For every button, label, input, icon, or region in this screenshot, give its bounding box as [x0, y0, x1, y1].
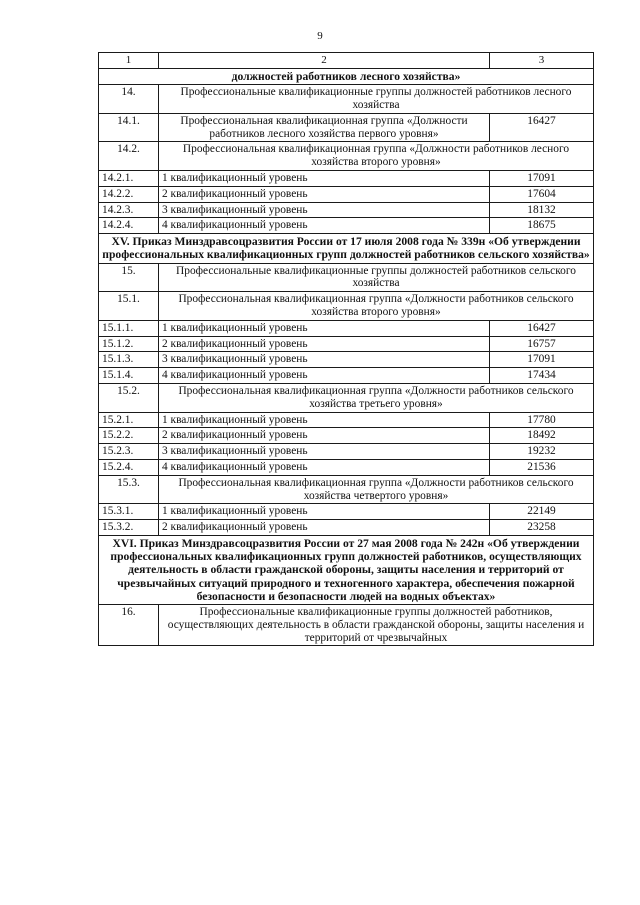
- group-row: [99, 142, 594, 171]
- section-heading-row: [99, 535, 594, 604]
- column-header-3: 3: [490, 53, 594, 69]
- row-description: Профессиональная квалификационная группа «Должности работников лесного хозяйства первого уровня»: [159, 113, 490, 142]
- row-description: 3 квалификационный уровень: [159, 352, 490, 368]
- row-number: 15.2.1.: [99, 412, 159, 428]
- table-row: [99, 320, 594, 336]
- section-heading: XVI. Приказ Минздравсоцразвития России от 27 мая 2008 года № 242н «Об утверждении профессиональных квалификационных групп должностей работников, осуществляющих деятельность в области гражданской обороны, защиты населения и территорий от чрезвычайных ситуаций природного и техногенного характера, обеспечения пожарной безопасности и безопасности людей на водных объектах»: [99, 535, 594, 604]
- row-value: 17780: [490, 412, 594, 428]
- row-value: 17091: [490, 352, 594, 368]
- row-number: 14.1.: [99, 113, 159, 142]
- row-number: 14.2.1.: [99, 170, 159, 186]
- table-row: [99, 202, 594, 218]
- row-number: 15.2.3.: [99, 444, 159, 460]
- row-number: 15.1.4.: [99, 368, 159, 384]
- section-heading-row: [99, 69, 594, 85]
- row-description: Профессиональная квалификационная группа «Должности работников сельского хозяйства второго уровня»: [159, 292, 594, 321]
- row-number: 15.: [99, 263, 159, 292]
- page-number: 9: [317, 30, 323, 42]
- row-description: 4 квалификационный уровень: [159, 368, 490, 384]
- table-row: [99, 368, 594, 384]
- table-row: [99, 186, 594, 202]
- row-description: 4 квалификационный уровень: [159, 218, 490, 234]
- row-description: 1 квалификационный уровень: [159, 320, 490, 336]
- row-number: 15.1.2.: [99, 336, 159, 352]
- table-header-row: [99, 53, 594, 69]
- row-number: 15.2.2.: [99, 428, 159, 444]
- table-row: [99, 504, 594, 520]
- row-number: 15.1.3.: [99, 352, 159, 368]
- row-description: 2 квалификационный уровень: [159, 428, 490, 444]
- row-number: 14.2.3.: [99, 202, 159, 218]
- row-number: 15.2.4.: [99, 459, 159, 475]
- row-description: 2 квалификационный уровень: [159, 336, 490, 352]
- row-number: 14.2.4.: [99, 218, 159, 234]
- row-number: 15.3.1.: [99, 504, 159, 520]
- row-description: Профессиональная квалификационная группа «Должности работников сельского хозяйства третьего уровня»: [159, 383, 594, 412]
- row-value: 17434: [490, 368, 594, 384]
- section-heading: должностей работников лесного хозяйства»: [99, 69, 594, 85]
- row-number: 15.3.: [99, 475, 159, 504]
- row-value: 21536: [490, 459, 594, 475]
- column-header-2: 2: [159, 53, 490, 69]
- salary-table: [98, 52, 594, 646]
- row-description: 3 квалификационный уровень: [159, 444, 490, 460]
- row-number: 14.2.: [99, 142, 159, 171]
- row-description: 2 квалификационный уровень: [159, 520, 490, 536]
- group-row: [99, 604, 594, 645]
- row-number: 15.1.1.: [99, 320, 159, 336]
- table-row: [99, 336, 594, 352]
- group-row: [99, 85, 594, 114]
- row-description: Профессиональная квалификационная группа «Должности работников лесного хозяйства второго уровня»: [159, 142, 594, 171]
- group-row: [99, 383, 594, 412]
- row-number: 14.2.2.: [99, 186, 159, 202]
- table-row: [99, 218, 594, 234]
- table-body: [99, 53, 594, 646]
- row-description: 3 квалификационный уровень: [159, 202, 490, 218]
- row-number: 15.2.: [99, 383, 159, 412]
- row-number: 15.1.: [99, 292, 159, 321]
- table-row: [99, 444, 594, 460]
- row-value: 17091: [490, 170, 594, 186]
- group-row: [99, 263, 594, 292]
- row-description: 2 квалификационный уровень: [159, 186, 490, 202]
- row-number: 15.3.2.: [99, 520, 159, 536]
- row-description: 1 квалификационный уровень: [159, 170, 490, 186]
- row-description: 1 квалификационный уровень: [159, 504, 490, 520]
- table-row: [99, 459, 594, 475]
- row-description: Профессиональные квалификационные группы должностей работников сельского хозяйства: [159, 263, 594, 292]
- row-number: 16.: [99, 604, 159, 645]
- row-value: 18132: [490, 202, 594, 218]
- row-description: Профессиональная квалификационная группа «Должности работников сельского хозяйства четвертого уровня»: [159, 475, 594, 504]
- row-description: 1 квалификационный уровень: [159, 412, 490, 428]
- table-row: [99, 520, 594, 536]
- row-description: 4 квалификационный уровень: [159, 459, 490, 475]
- table-row: [99, 170, 594, 186]
- row-value: 17604: [490, 186, 594, 202]
- column-header-1: 1: [99, 53, 159, 69]
- section-heading: XV. Приказ Минздравсоцразвития России от 17 июля 2008 года № 339н «Об утверждении профессиональных квалификационных групп должностей работников сельского хозяйства»: [99, 234, 594, 263]
- row-value: 16427: [490, 320, 594, 336]
- table-row: [99, 412, 594, 428]
- group-row: [99, 292, 594, 321]
- row-value: 18675: [490, 218, 594, 234]
- row-value: 22149: [490, 504, 594, 520]
- row-description: Профессиональные квалификационные группы должностей работников, осуществляющих деятельность в области гражданской обороны, защиты населения и территорий от чрезвычайных: [159, 604, 594, 645]
- table-row: [99, 352, 594, 368]
- row-value: 18492: [490, 428, 594, 444]
- row-value: 16757: [490, 336, 594, 352]
- section-heading-row: [99, 234, 594, 263]
- row-value: 19232: [490, 444, 594, 460]
- row-value: 23258: [490, 520, 594, 536]
- table-row: [99, 428, 594, 444]
- row-value: 16427: [490, 113, 594, 142]
- row-number: 14.: [99, 85, 159, 114]
- row-description: Профессиональные квалификационные группы должностей работников лесного хозяйства: [159, 85, 594, 114]
- table-row: [99, 113, 594, 142]
- group-row: [99, 475, 594, 504]
